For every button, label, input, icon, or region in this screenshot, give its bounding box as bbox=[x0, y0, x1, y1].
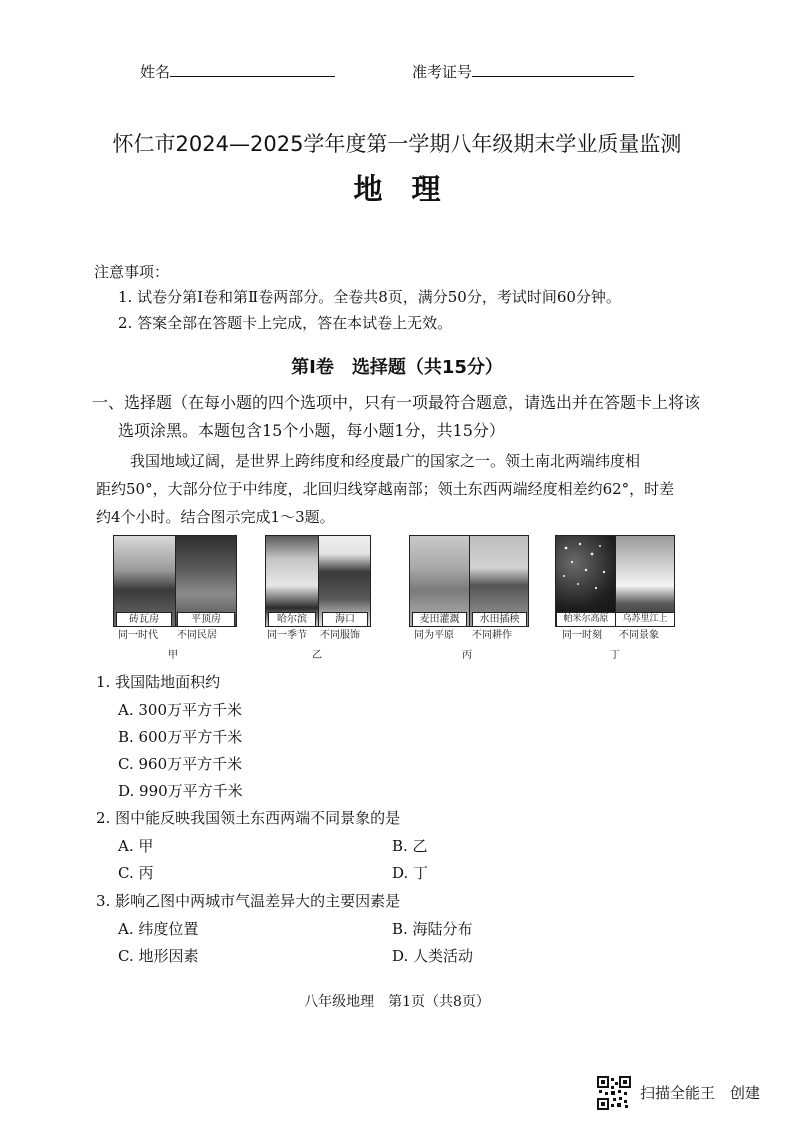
instruction-line-1: 一、选择题（在每小题的四个选项中，只有一项最符合题意，请选出并在答题卡上将该 bbox=[92, 393, 701, 412]
subject-title: 地 理 bbox=[353, 172, 441, 206]
question-1-option-b: B. 600万平方千米 bbox=[118, 728, 243, 746]
notice-heading: 注意事项： bbox=[94, 263, 170, 281]
instruction-line-2: 选项涂黑。本题包含15个小题，每小题1分，共15分） bbox=[118, 421, 505, 440]
page-footer: 八年级地理 第1页（共8页） bbox=[304, 994, 490, 1010]
name-label: 姓名 bbox=[140, 63, 171, 81]
figure-bing-left-caption: 麦田灌溉 bbox=[412, 612, 467, 627]
scanner-watermark: 扫描全能王 创建 bbox=[640, 1084, 761, 1102]
exam-id-blank bbox=[472, 62, 634, 77]
passage-line-2: 距约50°，大部分位于中纬度，北回归线穿越南部；领土东西两端经度相差约62°，时差 bbox=[96, 480, 675, 498]
passage-line-1: 我国地域辽阔，是世界上跨纬度和经度最广的国家之一。领土南北两端纬度相 bbox=[130, 452, 641, 470]
figure-ding-subcaption-a: 同一时刻 bbox=[562, 630, 602, 641]
question-1-option-d: D. 990万平方千米 bbox=[118, 782, 243, 800]
question-2-stem: 2. 图中能反映我国领土东西两端不同景象的是 bbox=[96, 809, 401, 827]
exam-title: 怀仁市2024—2025学年度第一学期八年级期末学业质量监测 bbox=[112, 132, 682, 156]
figure-yi-right-caption: 海口 bbox=[322, 612, 368, 627]
question-2-option-c: C. 丙 bbox=[118, 864, 154, 882]
question-2-option-a: A. 甲 bbox=[118, 837, 154, 855]
figure-ding-right-caption: 乌苏里江上 bbox=[615, 612, 675, 627]
figure-bing-label: 丙 bbox=[462, 650, 472, 661]
star-field-icon bbox=[556, 536, 615, 612]
figure-ding-left-caption: 帕米尔高原 bbox=[556, 612, 616, 627]
question-1-stem: 1. 我国陆地面积约 bbox=[96, 673, 221, 691]
figure-yi-left-caption: 哈尔滨 bbox=[268, 612, 316, 627]
figure-ding-photo bbox=[555, 535, 675, 627]
figure-jia-right-caption: 平顶房 bbox=[177, 612, 235, 627]
figure-bing-subcaption-b: 不同耕作 bbox=[472, 630, 512, 641]
figure-bing-photo bbox=[409, 535, 529, 627]
figure-ding-subcaption-b: 不同景象 bbox=[619, 630, 659, 641]
exam-id-label: 准考证号 bbox=[412, 63, 473, 81]
figure-ding-label: 丁 bbox=[610, 650, 620, 661]
question-1-option-c: C. 960万平方千米 bbox=[118, 755, 243, 773]
figure-jia-photo bbox=[113, 535, 237, 627]
question-3-option-b: B. 海陆分布 bbox=[392, 920, 473, 938]
question-2-option-b: B. 乙 bbox=[392, 837, 428, 855]
figure-bing-subcaption-a: 同为平原 bbox=[414, 630, 454, 641]
figure-jia-label: 甲 bbox=[168, 650, 178, 661]
figure-yi-subcaption-b: 不同服饰 bbox=[320, 630, 360, 641]
notice-item-1: 1. 试卷分第Ⅰ卷和第Ⅱ卷两部分。全卷共8页，满分50分，考试时间60分钟。 bbox=[118, 288, 621, 306]
question-1-option-a: A. 300万平方千米 bbox=[118, 701, 242, 719]
figure-yi-subcaption-a: 同一季节 bbox=[267, 630, 307, 641]
question-2-option-d: D. 丁 bbox=[392, 864, 429, 882]
figure-jia-subcaption-b: 不同民居 bbox=[177, 630, 217, 641]
figure-yi-photo bbox=[265, 535, 371, 627]
passage-line-3: 约4个小时。结合图示完成1～3题。 bbox=[96, 508, 335, 526]
figure-jia-left-caption: 砖瓦房 bbox=[116, 612, 172, 627]
question-3-option-c: C. 地形因素 bbox=[118, 947, 199, 965]
question-3-option-a: A. 纬度位置 bbox=[118, 920, 199, 938]
question-3-stem: 3. 影响乙图中两城市气温差异大的主要因素是 bbox=[96, 892, 401, 910]
figure-yi-label: 乙 bbox=[312, 650, 322, 661]
notice-item-2: 2. 答案全部在答题卡上完成，答在本试卷上无效。 bbox=[118, 314, 453, 332]
exam-id-field-row bbox=[412, 62, 634, 82]
figure-bing-right-caption: 水田插秧 bbox=[472, 612, 527, 627]
figure-jia-subcaption-a: 同一时代 bbox=[118, 630, 158, 641]
name-blank bbox=[170, 62, 335, 77]
name-field-row bbox=[140, 62, 335, 82]
section-heading: 第Ⅰ卷 选择题（共15分） bbox=[291, 357, 503, 378]
question-3-option-d: D. 人类活动 bbox=[392, 947, 474, 965]
qr-code-icon bbox=[597, 1076, 631, 1110]
